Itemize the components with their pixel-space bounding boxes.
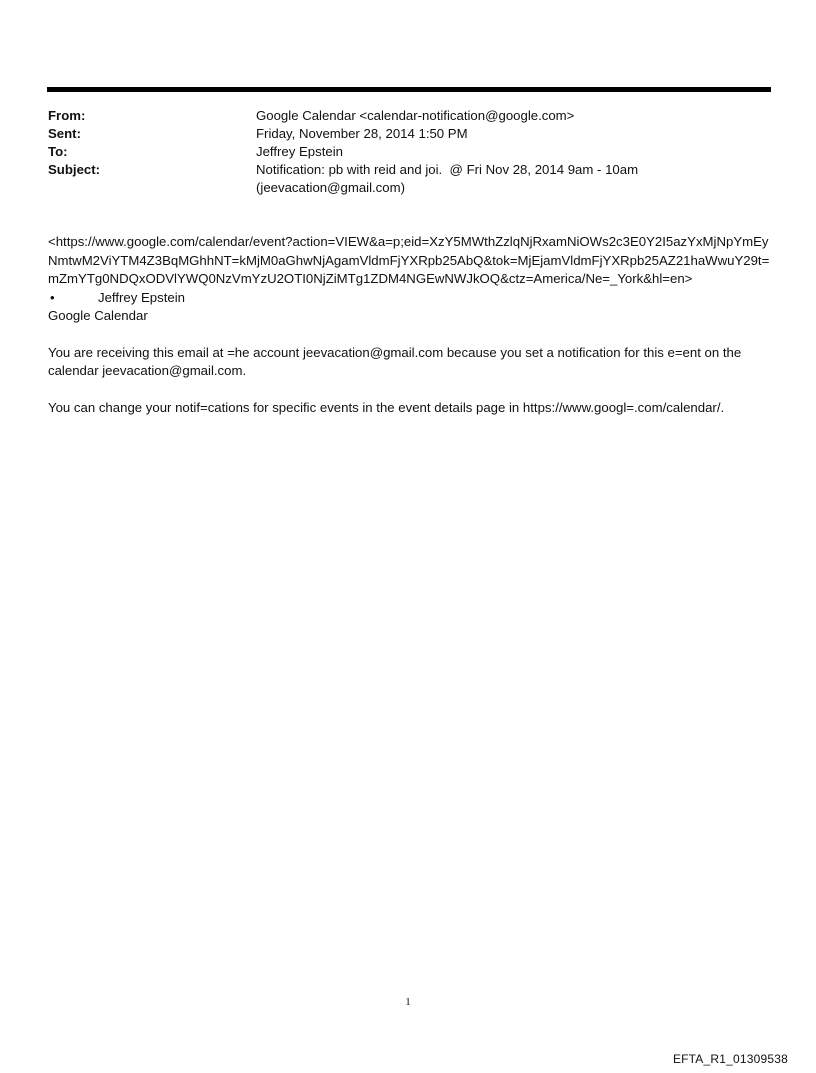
from-label: From: — [48, 108, 86, 123]
bullet-item — [48, 289, 772, 308]
email-header — [48, 107, 768, 197]
event-link[interactable]: <https://www.google.com/calendar/event?action=VIEW&a=p;eid=XzY5MWthZzlqNjRxamNiOWs2c3E0Y2I5azYxMjNpYmEyNmtwM2ViYTM4Z3BqMGhhNT=kMjM0aGhwNjAgamVldmFjYXRpb25AbQ&tok=MjEjamVldmFjYXRpb25AZ21haWwuY29t=mZmYTg0NDQxODVlYWQ0NzVmYzU2OTI0NjZiMTg1ZDM4NGEwNWJkOQ&ctz=America/Ne=_York&hl=en> — [48, 234, 770, 286]
spacer — [48, 381, 772, 399]
page-number: 1 — [405, 996, 411, 1008]
bullet-name: Jeffrey Epstein — [98, 289, 185, 305]
calendar-name: Google Calendar — [48, 308, 148, 323]
subject-value: Notification: pb with reid and joi. @ Fri Nov 28, 2014 9am - 10am (jeevacation@gmail.com) — [256, 162, 642, 195]
to-label: To: — [48, 144, 68, 159]
from-row — [48, 107, 768, 125]
sent-label: Sent: — [48, 126, 81, 141]
to-value: Jeffrey Epstein — [256, 144, 343, 159]
subject-label: Subject: — [48, 162, 101, 177]
email-body — [48, 233, 772, 417]
change-notice: You can change your notif=cations for specific events in the event details page in https://www.googl=.com/calendar/. — [48, 399, 725, 415]
from-value: Google Calendar <calendar-notification@google.com> — [256, 108, 575, 123]
document-id: EFTA_R1_01309538 — [672, 1052, 788, 1066]
spacer — [48, 326, 772, 344]
sent-row — [48, 125, 768, 143]
subject-row — [48, 161, 768, 197]
sent-value: Friday, November 28, 2014 1:50 PM — [256, 126, 468, 141]
header-divider-rule — [47, 87, 771, 92]
receiving-notice: You are receiving this email at =he account jeevacation@gmail.com because you set a notification for this e=ent on the calendar jeevacation@gmail.com. — [48, 344, 742, 378]
bullet-icon: • — [50, 289, 55, 305]
to-row — [48, 143, 768, 161]
